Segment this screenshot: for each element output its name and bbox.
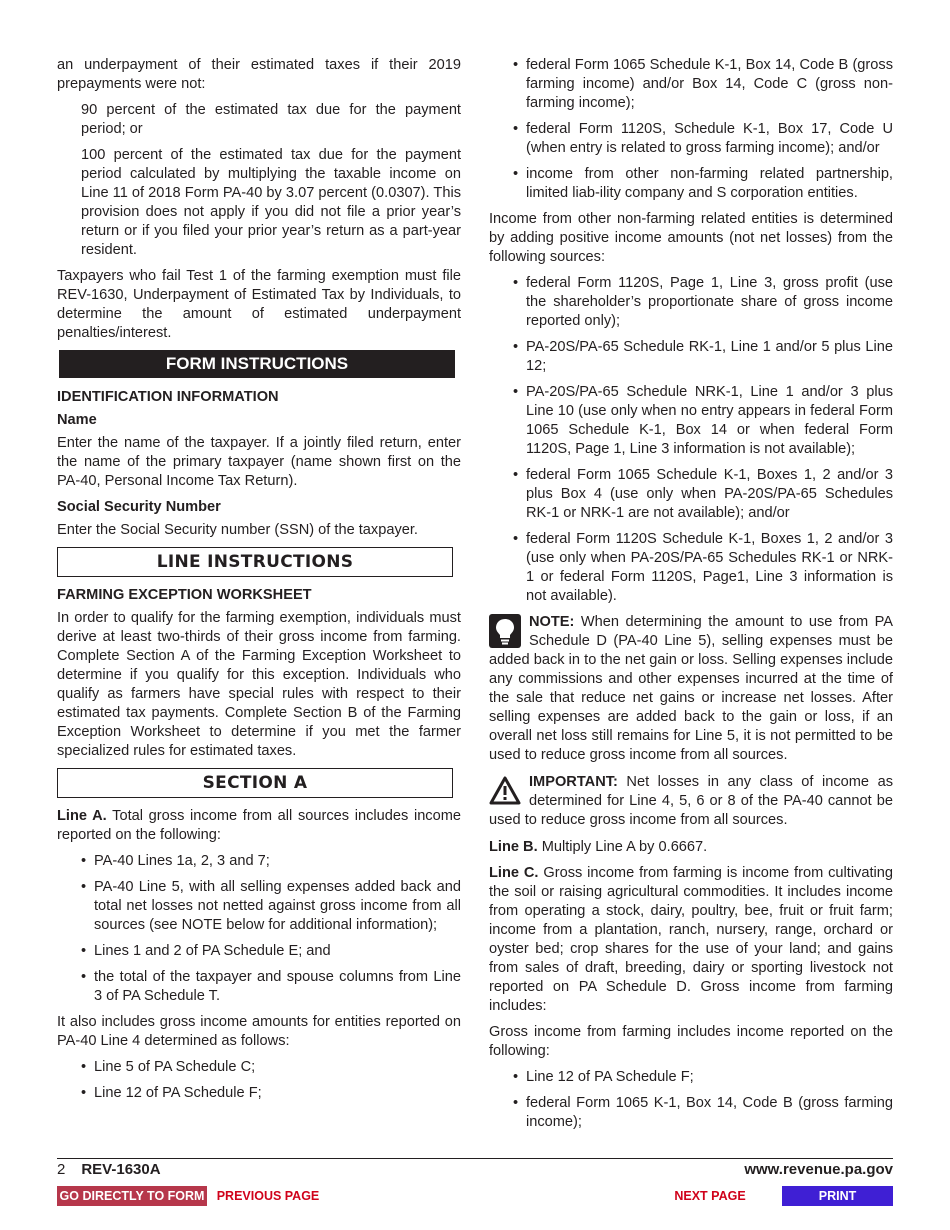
footer-page-info <box>57 1160 161 1179</box>
income-sources-list <box>489 274 893 606</box>
print-button[interactable]: PRINT <box>782 1186 893 1206</box>
note-block <box>489 613 893 765</box>
farming-income-list <box>489 1068 893 1132</box>
line-b-label: Line B. <box>489 839 538 855</box>
line-a-paragraph <box>57 807 461 845</box>
identification-heading: IDENTIFICATION INFORMATION <box>57 389 279 405</box>
line-a-text: Total gross income from all sources includes income reported on the following: <box>57 808 461 843</box>
list-item: • federal Form 1120S Schedule K-1, Boxes 1, 2 and/or 3 (use only when PA-20S/PA-65 Schedules RK-1 or NRK-1 or federal Form 1120S, Page1, Line 3 information is not available). <box>489 530 893 606</box>
section-a-heading: SECTION A <box>57 768 453 798</box>
important-paragraph <box>489 773 893 830</box>
list-item: • PA-40 Lines 1a, 2, 3 and 7; <box>57 852 461 871</box>
important-label: IMPORTANT: <box>529 774 618 790</box>
left-column <box>57 56 461 1110</box>
line-b-paragraph <box>489 838 893 857</box>
condition-90-percent: 90 percent of the estimated tax due for the payment period; or <box>81 102 461 137</box>
list-item: • PA-20S/PA-65 Schedule NRK-1, Line 1 and/or 3 plus Line 10 (use only when no entry appears in federal Form 1065 Schedule K-1, Box 14 or when federal Form 1120S, Page 1, Line 3 information is not available); <box>489 383 893 459</box>
line-a-list <box>57 852 461 1006</box>
list-item: • Lines 1 and 2 of PA Schedule E; and <box>57 942 461 961</box>
farming-worksheet-heading: FARMING EXCEPTION WORKSHEET <box>57 587 312 603</box>
next-page-button[interactable]: NEXT PAGE <box>674 1189 746 1203</box>
list-item: • income from other non-farming related partnership, limited liab-ility company and S corporation entities. <box>489 165 893 203</box>
list-item: • the total of the taxpayer and spouse columns from Line 3 of PA Schedule T. <box>57 968 461 1006</box>
entity-list <box>57 1058 461 1103</box>
list-item: • federal Form 1065 Schedule K-1, Boxes 1, 2 and/or 3 plus Box 4 (use only when PA-20S/PA-65 Schedules RK-1 or NRK-1 are not available); and/or <box>489 466 893 523</box>
footer-divider <box>57 1158 893 1159</box>
name-paragraph: Enter the name of the taxpayer. If a jointly filed return, enter the name of the primary taxpayer (name shown first on the PA-40, Personal Income Tax Return). <box>57 435 461 489</box>
form-instructions-heading: FORM INSTRUCTIONS <box>59 350 455 378</box>
list-item: • federal Form 1120S, Page 1, Line 3, gross profit (use the shareholder’s proportionate share of gross income reported only); <box>489 274 893 331</box>
list-item: • Line 5 of PA Schedule C; <box>57 1058 461 1077</box>
other-income-paragraph: Income from other non-farming related entities is determined by adding positive income amounts (not net losses) from the following sources: <box>489 211 893 265</box>
important-text: Net losses in any class of income as determined for Line 4, 5, 6 or 8 of the PA-40 cannot be used to reduce gross income from all sources. <box>489 774 893 828</box>
note-paragraph <box>489 613 893 765</box>
line-instructions-heading: LINE INSTRUCTIONS <box>57 547 453 577</box>
line-c-label: Line C. <box>489 865 539 881</box>
list-item: • Line 12 of PA Schedule F; <box>489 1068 893 1087</box>
lightbulb-icon <box>489 614 521 648</box>
list-item: • PA-40 Line 5, with all selling expenses added back and total net losses not netted against gross income from all sources (see NOTE below for additional information); <box>57 878 461 935</box>
farming-worksheet-paragraph: In order to qualify for the farming exemption, individuals must derive at least two-thirds of their gross income from farming. Complete Section A of the Farming Exception Worksheet to determine if you qualify for this exception. Individuals who qualify as farmers have special rules with respect to their estimated tax payments. Complete Section B of the Farming Exception Worksheet to determine if you met the farmer specialized rules for estimated taxes. <box>57 610 461 759</box>
ssn-heading: Social Security Number <box>57 499 221 515</box>
farming-includes-paragraph: Gross income from farming includes income reported on the following: <box>489 1024 893 1059</box>
test1-paragraph: Taxpayers who fail Test 1 of the farming exemption must file REV-1630, Underpayment of Estimated Tax by Individuals, to determine the amount of estimated underpayment penalties/interest. <box>57 268 461 341</box>
line-b-text: Multiply Line A by 0.6667. <box>537 839 708 855</box>
list-item: • federal Form 1120S, Schedule K-1, Box 17, Code U (when entry is related to gross farming income); and/or <box>489 120 893 158</box>
note-label: NOTE: <box>529 614 575 630</box>
previous-page-button[interactable]: PREVIOUS PAGE <box>216 1189 320 1203</box>
condition-100-percent: 100 percent of the estimated tax due for the payment period calculated by multiplying the taxable income on Line 11 of 2018 Form PA-40 by 3.07 percent (0.0307). This provision does not apply if you did not file a prior year’s return or if you filed your prior year’s return as a part-year resident. <box>81 147 461 258</box>
list-item: • federal Form 1065 K-1, Box 14, Code B (gross farming income); <box>489 1094 893 1132</box>
important-block <box>489 773 893 830</box>
form-id: REV-1630A <box>81 1161 161 1178</box>
list-item: • PA-20S/PA-65 Schedule RK-1, Line 1 and/or 5 plus Line 12; <box>489 338 893 376</box>
also-includes-paragraph: It also includes gross income amounts for entities reported on PA-40 Line 4 determined as follows: <box>57 1014 461 1049</box>
entity-list-continued <box>489 56 893 203</box>
right-column <box>489 56 893 1139</box>
list-item: • federal Form 1065 Schedule K-1, Box 14, Code B (gross farming income) and/or Box 14, Code C (gross non-farming income); <box>489 56 893 113</box>
website-link[interactable]: www.revenue.pa.gov <box>744 1161 893 1178</box>
intro-paragraph: an underpayment of their estimated taxes if their 2019 prepayments were not: <box>57 57 461 92</box>
ssn-paragraph: Enter the Social Security number (SSN) of the taxpayer. <box>57 522 418 538</box>
line-c-text: Gross income from farming is income from cultivating the soil or raising agricultural commodities. It includes income from operating a stock, dairy, poultry, bee, fruit or fruit farm; income from a plantation, ranch, nursery, range, orchard or oyster bed; crop shares for the use of your land; and gains from sales of draft, breeding, dairy or sporting livestock not reported on PA Schedule D. Gross income from farming includes: <box>489 865 894 1014</box>
list-item: • Line 12 of PA Schedule F; <box>57 1084 461 1103</box>
name-heading: Name <box>57 412 97 428</box>
go-to-form-button[interactable]: GO DIRECTLY TO FORM <box>57 1186 207 1206</box>
line-a-label: Line A. <box>57 808 107 824</box>
warning-icon <box>489 774 521 808</box>
line-c-paragraph <box>489 864 893 1016</box>
note-text: When determining the amount to use from PA Schedule D (PA-40 Line 5), selling expenses must be added back in to the net gain or loss. Selling expenses include any commissions and other expenses incurred at the time of the sale that reduce net gains or increase net losses. After selling expenses are added back to the gain or loss, if an overall net loss still remains for Line 5, it is not permitted to be used to reduce gross income from all sources. <box>489 614 893 763</box>
page-number: 2 <box>57 1161 66 1178</box>
